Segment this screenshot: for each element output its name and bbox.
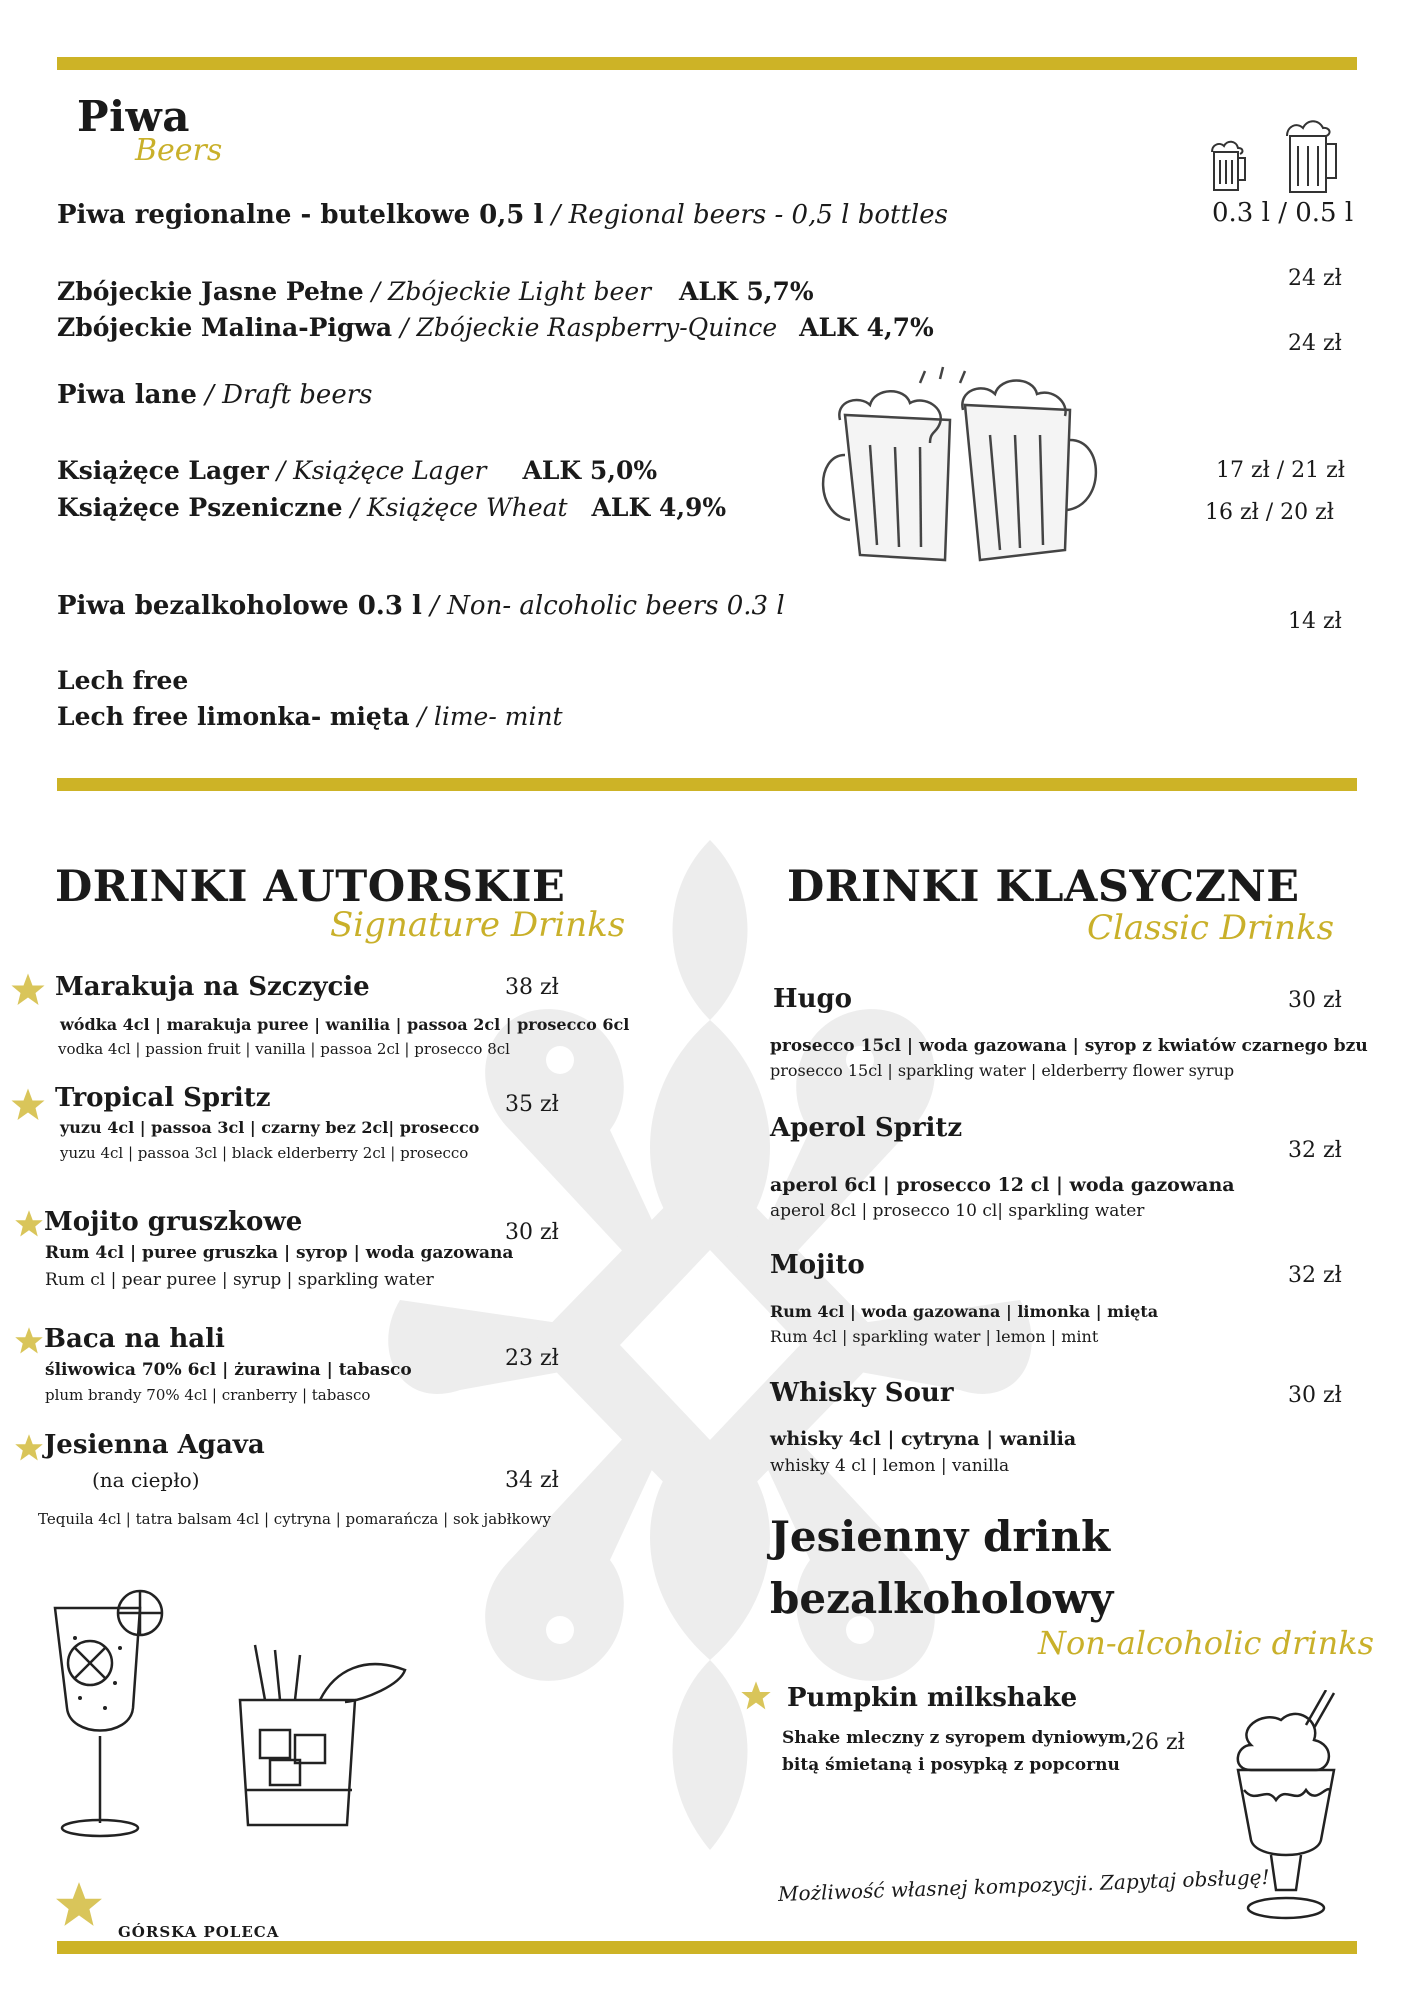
- beer-name: Zbójeckie Malina-Pigwa: [57, 313, 393, 342]
- draft-beers-heading: [57, 380, 372, 410]
- drink-price: 23 zł: [505, 1346, 559, 1371]
- drink-price: 38 zł: [505, 975, 559, 1000]
- drink-ingredients-pl: śliwowica 70% 6cl | żurawina | tabasco: [45, 1360, 412, 1380]
- drink-name: Pumpkin milkshake: [787, 1683, 1078, 1713]
- drink-name: Marakuja na Szczycie: [55, 972, 370, 1002]
- large-beer-mug-icon: [1282, 116, 1346, 196]
- drink-description-line1: Shake mleczny z syropem dyniowym,: [782, 1728, 1132, 1748]
- beer-price: 14 zł: [1288, 609, 1342, 634]
- beer-price: 16 zł / 20 zł: [1205, 500, 1334, 525]
- drink-name: Mojito: [770, 1250, 865, 1280]
- drink-price: 30 zł: [1288, 1383, 1342, 1408]
- drink-ingredients-en: Rum 4cl | sparkling water | lemon | mint: [770, 1327, 1099, 1346]
- beer-alk: ALK 5,7%: [679, 277, 814, 306]
- beers-title: Piwa: [77, 92, 190, 141]
- drink-ingredients-en: plum brandy 70% 4cl | cranberry | tabasco: [45, 1386, 371, 1404]
- drink-price: 30 zł: [1288, 988, 1342, 1013]
- drink-ingredients-en: prosecco 15cl | sparkling water | elderberry flower syrup: [770, 1061, 1235, 1080]
- regional-beers-heading: [57, 200, 948, 230]
- star-icon: [14, 1326, 44, 1356]
- beer-row: [57, 493, 726, 522]
- drink-name: Hugo: [773, 984, 852, 1014]
- drink-price: 32 zł: [1288, 1138, 1342, 1163]
- nonalc-beers-heading: [57, 591, 785, 621]
- seasonal-title-line2: bezalkoholowy: [770, 1574, 1114, 1623]
- beer-name: Lech free: [57, 666, 189, 695]
- nonalc-heading-pl: Piwa bezalkoholowe 0.3 l: [57, 591, 422, 621]
- drink-description-line2: bitą śmietaną i posypką z popcornu: [782, 1755, 1120, 1775]
- drink-price: 32 zł: [1288, 1263, 1342, 1288]
- recommend-label: GÓRSKA POLECA: [118, 1923, 280, 1941]
- seasonal-title-line1: Jesienny drink: [770, 1512, 1111, 1561]
- star-icon: [740, 1680, 772, 1712]
- drink-name: Mojito gruszkowe: [44, 1207, 303, 1237]
- drink-name: Baca na hali: [44, 1324, 225, 1354]
- beer-row: [57, 702, 563, 731]
- beer-name: Książęce Pszeniczne: [57, 493, 343, 522]
- small-beer-mug-icon: [1208, 138, 1252, 194]
- drink-ingredients-pl: Rum 4cl | woda gazowana | limonka | mięta: [770, 1302, 1159, 1321]
- beer-name: Zbójeckie Jasne Pełne: [57, 277, 364, 306]
- beer-alk: ALK 4,9%: [591, 493, 727, 522]
- rocks-glass-cocktail-icon: [225, 1640, 420, 1840]
- beer-row: [57, 666, 188, 695]
- drink-ingredients-en: aperol 8cl | prosecco 10 cl| sparkling water: [770, 1201, 1145, 1221]
- drink-ingredients-en: Tequila 4cl | tatra balsam 4cl | cytryna | pomarańcza | sok jabłkowy: [38, 1510, 552, 1528]
- drink-ingredients-en: vodka 4cl | passion fruit | vanilla | passoa 2cl | prosecco 8cl: [58, 1040, 510, 1058]
- beer-row: [57, 456, 657, 485]
- signature-subtitle: Signature Drinks: [330, 905, 626, 945]
- beer-alk: ALK 5,0%: [522, 456, 658, 485]
- classic-subtitle: Classic Drinks: [1087, 908, 1335, 948]
- beer-price: 24 zł: [1288, 331, 1342, 356]
- star-icon: [10, 1087, 46, 1123]
- divider-top: [57, 57, 1357, 70]
- beer-price: 24 zł: [1288, 266, 1342, 291]
- drink-ingredients-pl: Rum 4cl | puree gruszka | syrop | woda gazowana: [45, 1243, 514, 1263]
- beer-name: Lech free limonka- mięta: [57, 702, 410, 731]
- beers-subtitle: Beers: [135, 133, 223, 168]
- drink-price: 26 zł: [1131, 1730, 1185, 1755]
- custom-drink-note: Możliwość własnej kompozycji. Zapytaj obsługę!: [777, 1864, 1270, 1906]
- drink-price: 35 zł: [505, 1092, 559, 1117]
- drink-ingredients-en: yuzu 4cl | passoa 3cl | black elderberry 2cl | prosecco: [60, 1144, 469, 1162]
- beer-name-en: / Zbójeckie Light beer: [371, 277, 652, 306]
- cheers-beer-mugs-icon: [815, 365, 1105, 575]
- drink-price: 34 zł: [505, 1468, 559, 1493]
- regional-heading-pl: Piwa regionalne - butelkowe 0,5 l: [57, 200, 544, 230]
- divider-bottom: [57, 1941, 1357, 1954]
- seasonal-subtitle: Non-alcoholic drinks: [1038, 1624, 1375, 1662]
- star-icon: [54, 1880, 104, 1930]
- beer-row: [57, 277, 814, 306]
- star-icon: [10, 972, 46, 1008]
- drink-name: Tropical Spritz: [55, 1083, 271, 1113]
- drink-ingredients-pl: whisky 4cl | cytryna | wanilia: [770, 1428, 1077, 1450]
- beer-name-en: / lime- mint: [417, 702, 563, 731]
- star-icon: [14, 1433, 44, 1463]
- regional-heading-en: / Regional beers - 0,5 l bottles: [551, 200, 948, 230]
- drink-name: Whisky Sour: [770, 1378, 954, 1408]
- drink-ingredients-pl: wódka 4cl | marakuja puree | wanilia | passoa 2cl | prosecco 6cl: [60, 1015, 630, 1034]
- beer-name-en: / Książęce Lager: [276, 456, 487, 485]
- wine-glass-cocktail-icon: [45, 1588, 165, 1843]
- beer-name-en: / Książęce Wheat: [350, 493, 568, 522]
- draft-heading-en: / Draft beers: [205, 380, 373, 410]
- milkshake-glass-icon: [1226, 1690, 1346, 1925]
- beer-price: 17 zł / 21 zł: [1216, 458, 1345, 483]
- drink-ingredients-pl: yuzu 4cl | passoa 3cl | czarny bez 2cl| prosecco: [60, 1118, 480, 1137]
- beer-alk: ALK 4,7%: [799, 313, 934, 342]
- beer-name: Książęce Lager: [57, 456, 269, 485]
- beer-name-en: / Zbójeckie Raspberry-Quince: [400, 313, 778, 342]
- star-icon: [14, 1209, 44, 1239]
- nonalc-heading-en: / Non- alcoholic beers 0.3 l: [430, 591, 785, 621]
- classic-title: DRINKI KLASYCZNE: [787, 862, 1300, 912]
- divider-middle: [57, 778, 1357, 791]
- drink-name: Aperol Spritz: [770, 1113, 963, 1143]
- beer-size-header: 0.3 l / 0.5 l: [1212, 198, 1354, 228]
- drink-ingredients-en: Rum cl | pear puree | syrup | sparkling water: [45, 1270, 434, 1290]
- signature-title: DRINKI AUTORSKIE: [55, 862, 566, 912]
- drink-name: Jesienna Agava: [44, 1430, 265, 1460]
- drink-ingredients-pl: prosecco 15cl | woda gazowana | syrop z kwiatów czarnego bzu: [770, 1036, 1368, 1056]
- drink-note: (na ciepło): [92, 1468, 200, 1492]
- drink-price: 30 zł: [505, 1220, 559, 1245]
- beer-row: [57, 313, 934, 342]
- draft-heading-pl: Piwa lane: [57, 380, 197, 410]
- drink-ingredients-en: whisky 4 cl | lemon | vanilla: [770, 1456, 1010, 1476]
- drink-ingredients-pl: aperol 6cl | prosecco 12 cl | woda gazowana: [770, 1174, 1235, 1196]
